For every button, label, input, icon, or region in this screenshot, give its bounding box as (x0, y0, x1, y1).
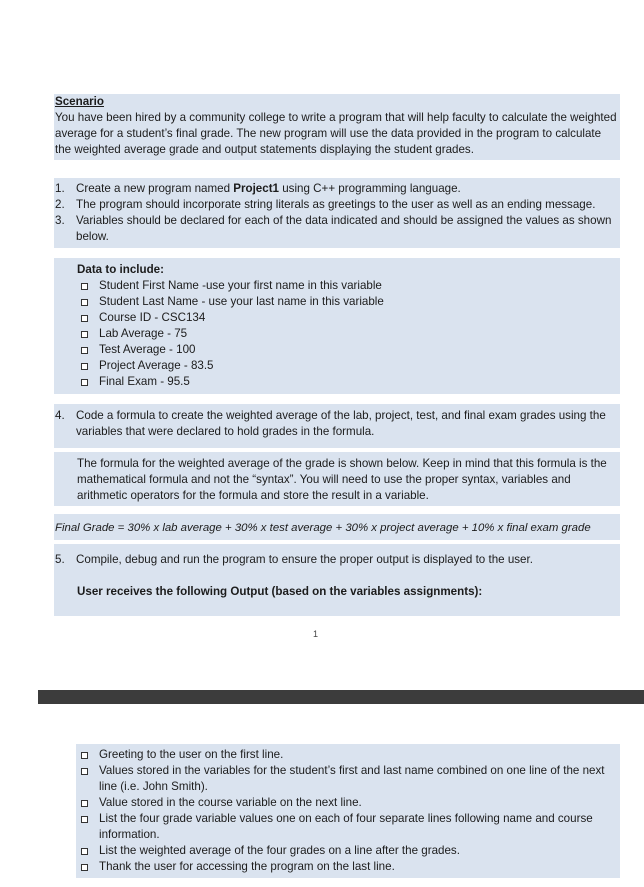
data-block-heading: Data to include: (77, 263, 164, 276)
output-heading: User receives the following Output (based on the variables assignments): (77, 585, 483, 598)
step-1-text-pre: Create a new program named (76, 182, 234, 195)
output-list (77, 747, 617, 875)
step-3-text: Variables should be declared for each of the data indicated and should be assigned the values as shown below. (76, 214, 612, 243)
steps-1-3 (55, 181, 619, 245)
list-item: List the weighted average of the four grades on a line after the grades. (77, 843, 617, 859)
step-2-number: 2. (55, 198, 65, 211)
list-item: Values stored in the variables for the student’s first and last name combined on one line of the next line (i.e. John Smith). (77, 763, 617, 795)
step-1-text-post: using C++ programming language. (279, 182, 461, 195)
step-5-number: 5. (55, 553, 65, 566)
list-item: Course ID - CSC134 (77, 310, 617, 326)
formula: Final Grade = 30% x lab average + 30% x test average + 30% x project average + 10% x final exam grade (55, 522, 591, 534)
list-item: Value stored in the course variable on the next line. (77, 795, 617, 811)
list-item: Greeting to the user on the first line. (77, 747, 617, 763)
step-1 (55, 181, 619, 197)
scenario-title: Scenario (55, 95, 104, 108)
step-1-project-name: Project1 (233, 182, 280, 195)
list-item: Student First Name -use your first name in this variable (77, 278, 617, 294)
scenario-section-text (55, 94, 617, 158)
step-3-number: 3. (55, 214, 65, 227)
list-item: Project Average - 83.5 (77, 358, 617, 374)
step-4 (55, 408, 619, 440)
formula-note: The formula for the weighted average of the grade is shown below. Keep in mind that this formula is the mathematical formula and not the “syntax”. You will need to use the proper syntax, variables and arithmetic operators for the formula and store the result in a variable. (77, 457, 607, 502)
stray-mark: 1 (313, 629, 319, 639)
list-item: Lab Average - 75 (77, 326, 617, 342)
output-screenshot-bar (38, 690, 644, 704)
step-1-number: 1. (55, 182, 65, 195)
step-2 (55, 197, 619, 213)
step-2-text: The program should incorporate string literals as greetings to the user as well as an ending message. (76, 198, 596, 211)
scenario-intro: You have been hired by a community college to write a program that will help faculty to calculate the weighted average for a student’s final grade. The new program will use the data provided in the program to calculate the weighted average grade and output statements displaying the student grades. (55, 111, 617, 156)
step-5-text: Compile, debug and run the program to ensure the proper output is displayed to the user. (76, 553, 533, 566)
step-3 (55, 213, 619, 245)
list-item: Final Exam - 95.5 (77, 374, 617, 390)
output-list-block (77, 747, 617, 875)
data-list (77, 278, 617, 390)
list-item: Student Last Name - use your last name in this variable (77, 294, 617, 310)
step-4-number: 4. (55, 409, 65, 422)
step-5-item (55, 552, 619, 568)
step-4-text: Code a formula to create the weighted average of the lab, project, test, and final exam grades using the variables that were declared to hold grades in the formula. (76, 409, 606, 438)
list-item: Test Average - 100 (77, 342, 617, 358)
list-item: List the four grade variable values one on each of four separate lines following name and course information. (77, 811, 617, 843)
list-item: Thank the user for accessing the program on the last line. (77, 859, 617, 875)
step-5 (55, 552, 619, 568)
step-4-item (55, 408, 619, 440)
data-block (77, 262, 617, 390)
